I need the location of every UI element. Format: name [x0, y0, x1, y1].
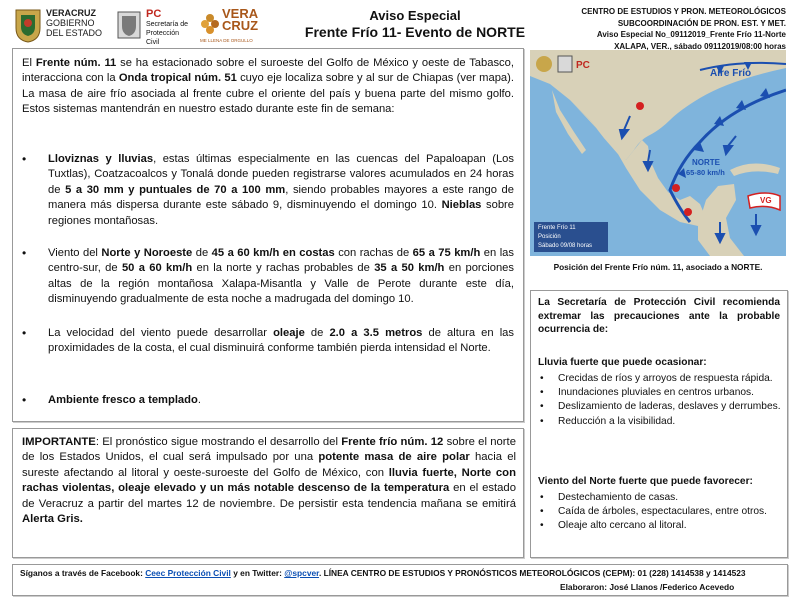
bullet-wind: [22, 246, 514, 308]
text: .: [197, 394, 201, 406]
high-pressure-dot: [672, 184, 680, 192]
logo-veracruz-line1: VERACRUZ: [46, 8, 97, 18]
text: se ha estacionado sobre el suroeste del Golfo de México y oeste de Tabasco, interacciona con la: [22, 57, 514, 85]
vg-label: VG: [760, 196, 772, 205]
text: 35 a 50 km/h: [374, 262, 445, 275]
text: de: [304, 327, 330, 339]
text: 65 a 75 km/h: [412, 247, 481, 259]
notice-title: Aviso Especial: [369, 8, 461, 23]
bullet-rain: [22, 152, 514, 229]
norte-speed-label: 65-80 km/h: [686, 168, 725, 177]
text: y en Twitter:: [230, 568, 285, 578]
text: Norte y Noroeste: [101, 247, 193, 259]
text: hacia el sureste afectando al litoral y oeste-suroeste del Golfo de México, con: [22, 451, 516, 479]
map-info-line: Sábado 09/08 horas: [538, 243, 593, 249]
norte-label: NORTE: [692, 158, 720, 167]
logo-pc-line3: Protección Civil: [146, 30, 180, 46]
list-item: • Deslizamiento de laderas, deslaves y derrumbes.: [538, 400, 782, 413]
facebook-link[interactable]: Ceec Protección Civil: [145, 568, 231, 578]
text: , estas últimas especialmente en las cuencas del Papaloapan (Los Tuxtlas), Coatzacoalcos y Tonalá donde pueden registrarse valores acumulados en 24 horas de: [48, 153, 514, 196]
text: 5 a 30 mm y puntuales de 70 a 100 mm: [65, 183, 286, 196]
list-item: • Caída de árboles, espectaculares, entre otros.: [538, 505, 782, 518]
text: sobre regiones montañosas.: [48, 199, 515, 227]
list-item: • Oleaje alto cercano al litoral.: [538, 519, 782, 532]
text: El: [22, 57, 36, 69]
text: Nieblas: [441, 199, 482, 212]
bullet-temperature: [22, 393, 514, 408]
weather-map: [530, 50, 786, 256]
map-info-panel: [534, 222, 608, 252]
text: : El pronóstico sigue mostrando el desarrollo del: [95, 436, 342, 448]
high-pressure-dot: [636, 102, 644, 110]
wind-heading: Viento del Norte fuerte que puede favorecer:: [538, 476, 753, 487]
logo-pc-line2: Secretaría de: [146, 21, 189, 28]
header-info-line: Aviso Especial No_09112019_Frente Frío 11-Norte: [596, 30, 786, 39]
veracruz-government-logo: [12, 6, 102, 44]
logo-vc-line2: CRUZ: [222, 18, 259, 33]
text: Viento del: [48, 247, 102, 259]
text: en la norte y rachas probables de: [192, 262, 375, 275]
text: en las centro-sur, de: [48, 247, 514, 275]
text: potente masa de aire polar: [318, 451, 470, 464]
text: con rachas de: [334, 247, 413, 259]
logo-vc-line1: VERA: [222, 6, 259, 21]
map-caption: Posición del Frente Frío núm. 11, asociado a NORTE.: [553, 262, 763, 272]
recommendation-intro: La Secretaría de Protección Civil recomienda extremar las precauciones ante la probable ocurrencia de:: [538, 297, 780, 335]
bullet-marker: •: [22, 246, 27, 260]
text: Lloviznas y lluvias: [48, 153, 154, 165]
header-agency-info: [560, 6, 786, 52]
important-paragraph: [22, 435, 516, 527]
text: , siendo probables mayores a este rango de manera más dispersa durante este sábado 9, disminuyendo el domingo 10.: [48, 183, 514, 212]
list-item: • Crecidas de ríos y arroyos de respuesta rápida.: [538, 372, 782, 385]
intro-paragraph: [22, 56, 514, 118]
logo-veracruz-line3: DEL ESTADO: [46, 28, 103, 38]
rain-heading: Lluvia fuerte que puede ocasionar:: [538, 357, 707, 368]
text: cuyo eje localiza sobre y al sur de Chiapas (ver mapa). La masa de aire frío asociada al frente cubre el oriente del país y buena parte del mismo golfo. Estos sistemas mantendrán en nuestro estado durante este fin de semana:: [22, 72, 514, 116]
logo-vc-slogan: ME LLENA DE ORGULLO: [200, 38, 253, 43]
twitter-link[interactable]: @spcver: [284, 568, 319, 578]
map-info-line: Frente Frío 11: [538, 225, 576, 231]
wind-effects-list: [538, 491, 782, 534]
header-info-line: CENTRO DE ESTUDIOS Y PRON. METEOROLÓGICOS: [581, 7, 786, 16]
list-item: • Destechamiento de casas.: [538, 491, 782, 504]
logo-pc-title: PC: [146, 8, 162, 20]
logo-veracruz-line2: GOBIERNO: [46, 18, 95, 28]
rain-effects-list: [538, 372, 782, 429]
bullet-marker: •: [22, 152, 27, 166]
text: en el estado de Veracruz a partir del martes 12 de noviembre. De persistir esta tendencia mañana se emitirá: [22, 482, 516, 510]
text: Alerta Gris.: [22, 513, 83, 526]
high-pressure-dot: [684, 208, 692, 216]
text: Ambiente fresco a templado: [48, 394, 198, 406]
veracruz-brand-logo: [200, 6, 270, 48]
header-info-line: XALAPA, VER., sábado 09112019/08:00 horas: [614, 41, 786, 51]
map-info-line: Posición: [538, 234, 561, 240]
text: Síganos a través de Facebook:: [20, 568, 146, 578]
pc-emblem-icon: [116, 8, 144, 42]
footer-contact-line: [20, 568, 746, 578]
text: 50 a 60 km/h: [121, 262, 193, 275]
text: Frente frío núm. 12: [341, 436, 444, 448]
air-label: Aire Frío: [710, 68, 752, 79]
flower-icon: [200, 10, 220, 40]
list-item: • Reducción a la visibilidad.: [538, 415, 782, 428]
tropical-wave-number: Onda tropical núm. 51: [118, 72, 237, 85]
bullet-waves: [22, 326, 514, 357]
text: 45 a 60 km/h en costas: [211, 247, 335, 259]
text: lluvia fuerte, Norte con rachas violentas, oleaje elevado y un más notable descenso de la temperatura: [22, 466, 516, 495]
text: sobre el norte de los Estados Unidos, el cual será impulsado por una: [22, 436, 516, 464]
text: de: [192, 247, 212, 259]
header-info-line: SUBCOORDINACIÓN DE PRON. EST. Y MET.: [617, 18, 786, 28]
text: IMPORTANTE: [22, 436, 96, 448]
text: en porciones altas de la región montañosa Xalapa-Misantla y Valle de Perote durante este día, disminuyendo gradualmente de esta noche a madrugada del domingo 10.: [48, 262, 514, 306]
list-item: • Inundaciones pluviales en centros urbanos.: [538, 386, 782, 399]
text: de altura en las proximidades de la costa, el cual disminuirá conforme también pierda intensidad el Norte.: [48, 327, 514, 355]
bullet-marker: •: [22, 326, 27, 340]
proteccion-civil-logo: [116, 8, 192, 44]
front-number: Frente núm. 11: [35, 57, 117, 69]
text: . LÍNEA CENTRO DE ESTUDIOS Y PRONÓSTICOS METEOROLÓGICOS (CEPM): 01 (228) 1414538 y 1414523: [318, 568, 746, 578]
svg-text:PC: PC: [576, 60, 590, 71]
bullet-marker: •: [22, 393, 27, 407]
text: La velocidad del viento puede desarrollar: [48, 327, 274, 339]
notice-subtitle: Frente Frío 11- Evento de NORTE: [304, 24, 526, 40]
text: oleaje: [273, 327, 305, 339]
text: 2.0 a 3.5 metros: [329, 327, 423, 339]
footer-authors: Elaboraron: José Llanos /Federico Acevedo: [560, 582, 735, 592]
